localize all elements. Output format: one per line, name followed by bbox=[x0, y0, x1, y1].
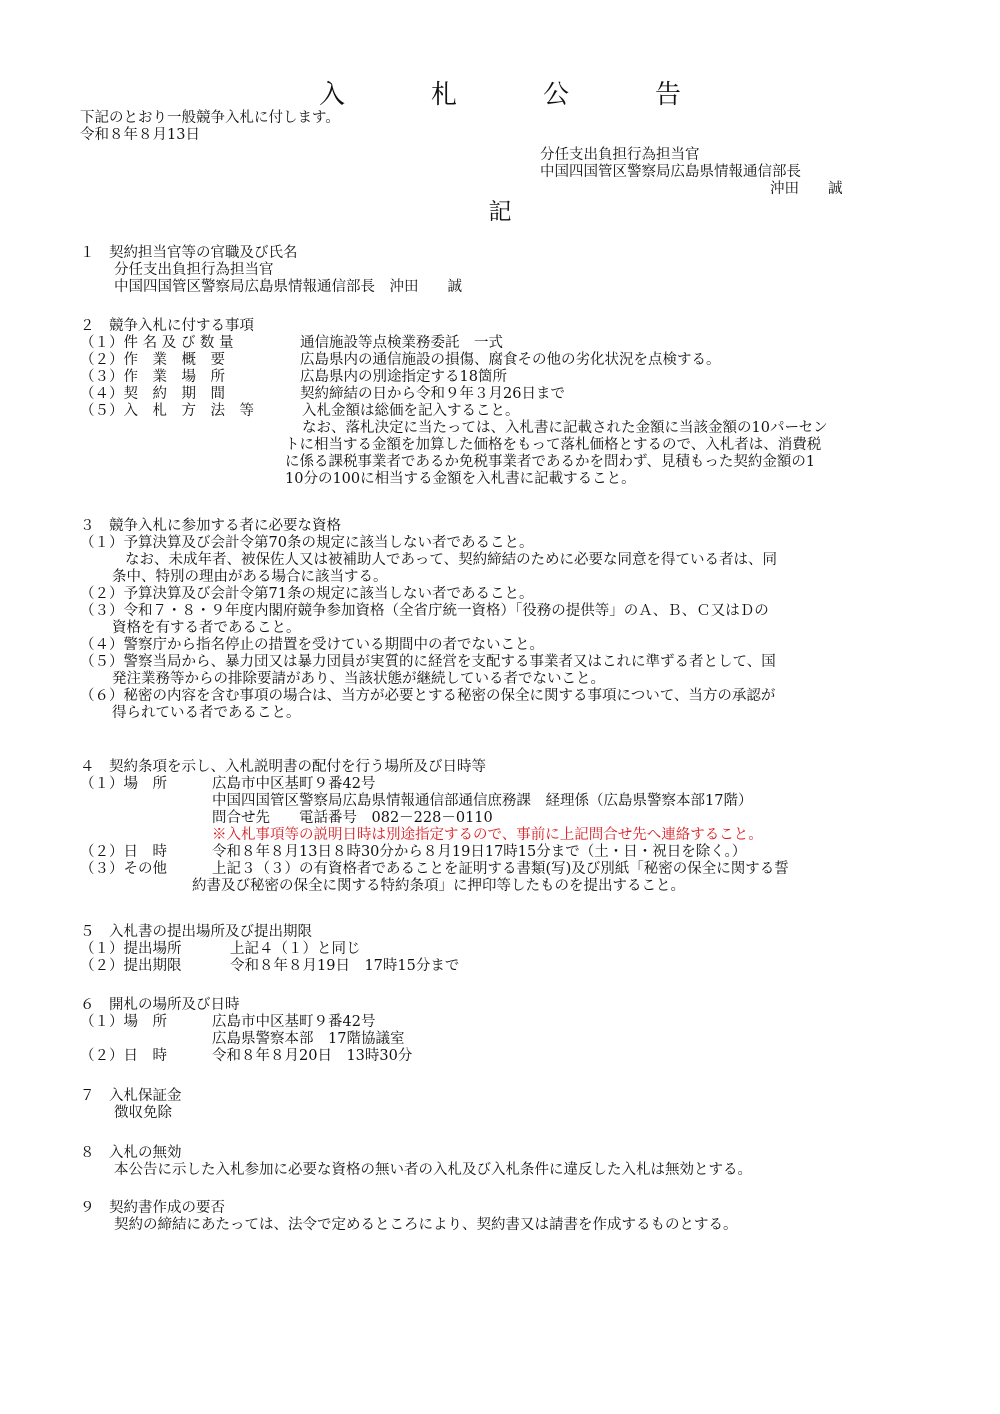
list-item: （６）秘密の内容を含む事項の場合は、当方が必要とする秘密の保全に関する事項について、当方の承認が bbox=[80, 688, 776, 704]
section-6 bbox=[80, 997, 940, 1065]
item-continuation: なお、未成年者、被保佐人又は被補助人であって、契約締結のために必要な同意を得ている者は、同 bbox=[125, 552, 778, 568]
list-item bbox=[80, 403, 940, 420]
item-text: 広島県内の別途指定する18箇所 bbox=[300, 369, 507, 385]
list-item bbox=[80, 776, 940, 793]
signer-office: 中国四国管区警察局広島県情報通信部長 bbox=[540, 164, 801, 180]
list-item bbox=[80, 335, 940, 352]
item-label: （１）場 所 bbox=[80, 1014, 167, 1030]
section-heading: １ 契約担当官等の官職及び氏名 bbox=[80, 245, 298, 261]
document-title: 入 札 公 告 bbox=[318, 80, 711, 110]
item-text: 令和８年８月19日 17時15分まで bbox=[230, 958, 460, 974]
list-item bbox=[80, 941, 940, 958]
item-label: （３）作 業 場 所 bbox=[80, 369, 225, 385]
section-8 bbox=[80, 1145, 940, 1179]
item-text: 令和８年８月20日 13時30分 bbox=[212, 1048, 413, 1064]
section-text: 中国四国管区警察局広島県情報通信部長 沖田 誠 bbox=[114, 279, 462, 295]
section-heading: ７ 入札保証金 bbox=[80, 1088, 182, 1104]
item-label: （２）作 業 概 要 bbox=[80, 352, 225, 368]
item-text: 上記３（３）の有資格者であることを証明する書類(写)及び別紙「秘密の保全に関する誓 bbox=[212, 861, 789, 877]
item-continuation: 得られている者であること。 bbox=[112, 705, 301, 721]
section-4 bbox=[80, 759, 940, 895]
item-text: 契約締結の日から令和９年３月26日まで bbox=[300, 386, 565, 402]
item-continuation: に係る課税事業者であるか免税事業者であるかを問わず、見積もった契約金額の1 bbox=[285, 454, 816, 470]
section-7 bbox=[80, 1088, 940, 1122]
item-label: （２）日 時 bbox=[80, 1048, 167, 1064]
item-label: （１）件 名 及 び 数 量 bbox=[80, 335, 234, 351]
list-item bbox=[80, 352, 940, 369]
notice-warning: ※入札事項等の説明日時は別途指定するので、事前に上記問合せ先へ連絡すること。 bbox=[212, 827, 763, 843]
item-label: （１）提出場所 bbox=[80, 941, 182, 957]
list-item: （２）予算決算及び会計令第71条の規定に該当しない者であること。 bbox=[80, 586, 534, 602]
section-1 bbox=[80, 245, 940, 296]
item-continuation: 中国四国管区警察局広島県情報通信部通信庶務課 経理係（広島県警察本部17階） bbox=[212, 793, 753, 809]
section-text: 分任支出負担行為担当官 bbox=[114, 262, 274, 278]
section-text: 徴収免除 bbox=[114, 1105, 172, 1121]
section-heading: ３ 競争入札に参加する者に必要な資格 bbox=[80, 518, 341, 534]
list-item bbox=[80, 386, 940, 403]
item-label: （２）日 時 bbox=[80, 844, 167, 860]
list-item bbox=[80, 1048, 940, 1065]
item-label: （４）契 約 期 間 bbox=[80, 386, 225, 402]
item-text: 広島市中区基町９番42号 bbox=[212, 1014, 376, 1030]
section-9 bbox=[80, 1200, 940, 1234]
list-item bbox=[80, 861, 940, 878]
item-text: 広島市中区基町９番42号 bbox=[212, 776, 376, 792]
item-text: 入札金額は総価を記入すること。 bbox=[302, 403, 520, 419]
section-text: 本公告に示した入札参加に必要な資格の無い者の入札及び入札条件に違反した入札は無効とする。 bbox=[114, 1162, 752, 1178]
item-continuation: トに相当する金額を加算した価格をもって落札価格とするので、入札者は、消費税 bbox=[285, 437, 822, 453]
section-heading: ８ 入札の無効 bbox=[80, 1145, 182, 1161]
item-continuation: なお、落札決定に当たっては、入札書に記載された金額に当該金額の10パーセン bbox=[302, 420, 828, 436]
section-2 bbox=[80, 318, 940, 488]
item-continuation: 資格を有する者であること。 bbox=[112, 620, 301, 636]
list-item bbox=[80, 369, 940, 386]
item-continuation: 条中、特別の理由がある場合に該当する。 bbox=[112, 569, 388, 585]
intro-text: 下記のとおり一般競争入札に付します。 bbox=[80, 110, 340, 126]
ki-heading: 記 bbox=[488, 199, 512, 225]
section-3 bbox=[80, 518, 940, 722]
item-text: 上記４（１）と同じ bbox=[230, 941, 361, 957]
section-text: 契約の締結にあたっては、法令で定めるところにより、契約書又は請書を作成するものとする。 bbox=[114, 1217, 738, 1233]
item-label: （５）入 札 方 法 等 bbox=[80, 403, 254, 419]
section-heading: ６ 開札の場所及び日時 bbox=[80, 997, 240, 1013]
item-continuation: 発注業務等からの排除要請があり、当該状態が継続している者でないこと。 bbox=[112, 671, 605, 687]
item-label: （２）提出期限 bbox=[80, 958, 182, 974]
list-item: （１）予算決算及び会計令第70条の規定に該当しない者であること。 bbox=[80, 535, 534, 551]
section-heading: ４ 契約条項を示し、入札説明書の配付を行う場所及び日時等 bbox=[80, 759, 486, 775]
list-item bbox=[80, 958, 940, 975]
list-item: （５）警察当局から、暴力団又は暴力団員が実質的に経営を支配する事業者又はこれに準ずる者として、国 bbox=[80, 654, 776, 670]
signer-name: 沖田 誠 bbox=[770, 181, 843, 197]
item-continuation: 約書及び秘密の保全に関する特約条項」に押印等したものを提出すること。 bbox=[192, 878, 685, 894]
item-text: 広島県内の通信施設の損傷、腐食その他の劣化状況を点検する。 bbox=[300, 352, 721, 368]
item-continuation: 広島県警察本部 17階協議室 bbox=[212, 1031, 405, 1047]
section-heading: ２ 競争入札に付する事項 bbox=[80, 318, 254, 334]
item-label: （３）その他 bbox=[80, 861, 167, 877]
item-label: （１）場 所 bbox=[80, 776, 167, 792]
item-text: 通信施設等点検業務委託 一式 bbox=[300, 335, 503, 351]
list-item: （４）警察庁から指名停止の措置を受けている期間中の者でないこと。 bbox=[80, 637, 544, 653]
section-5 bbox=[80, 924, 940, 975]
contact-line: 問合せ先 電話番号 082－228－0110 bbox=[212, 810, 493, 826]
item-continuation: 10分の100に相当する金額を入札書に記載すること。 bbox=[285, 471, 636, 487]
item-text: 令和８年８月13日８時30分から８月19日17時15分まで（土・日・祝日を除く。） bbox=[212, 844, 747, 860]
signer-title: 分任支出負担行為担当官 bbox=[540, 147, 700, 163]
list-item: （３）令和７・８・９年度内閣府競争参加資格（全省庁統一資格）「役務の提供等」のＡ、Ｂ、Ｃ又はＤの bbox=[80, 603, 769, 619]
list-item bbox=[80, 844, 940, 861]
section-heading: ５ 入札書の提出場所及び提出期限 bbox=[80, 924, 312, 940]
notice-date: 令和８年８月13日 bbox=[80, 127, 200, 143]
list-item bbox=[80, 1014, 940, 1031]
signer-block bbox=[540, 147, 843, 198]
section-heading: ９ 契約書作成の要否 bbox=[80, 1200, 225, 1216]
